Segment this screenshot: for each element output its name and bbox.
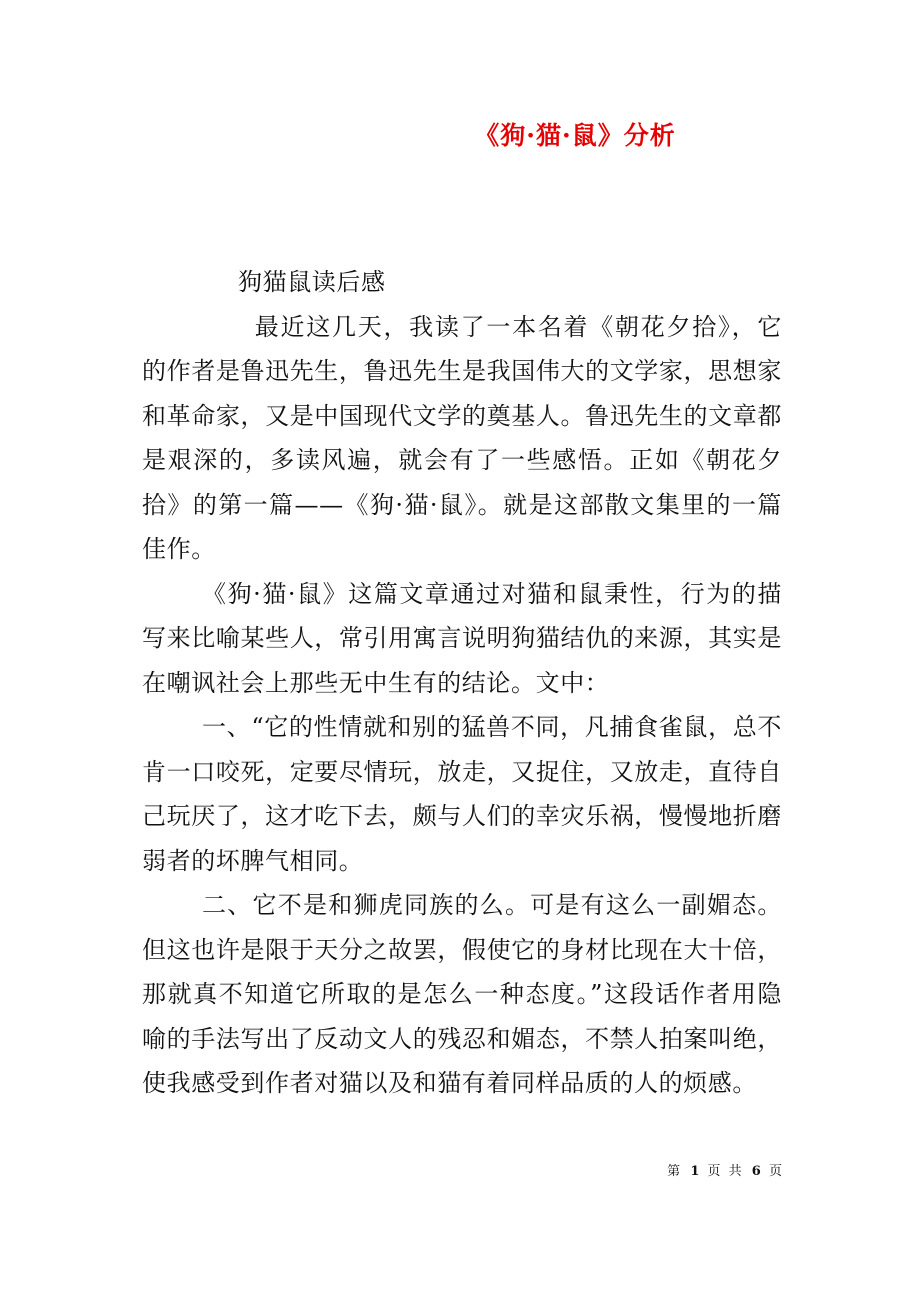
document-title: 《狗·猫·鼠》分析 <box>474 121 676 150</box>
page-footer <box>0 1162 920 1182</box>
footer-middle: 页 共 <box>707 1164 744 1179</box>
paragraph-point-one: 一、“它的性情就和别的猛兽不同，凡捕食雀鼠，总不肯一口咬死，定要尽情玩，放走，又捉住，又放走，直待自己玩厌了，这才吃下去，颇与人们的幸灾乐祸，慢慢地折磨弱者的坏脾气相同。 <box>142 713 782 875</box>
paragraph-point-two: 二、它不是和狮虎同族的么。可是有这么一副媚态。但这也许是限于天分之故罢，假使它的身材比现在大十倍，那就真不知道它所取的是怎么一种态度。”这段话作者用隐喻的手法写出了反动文人的残忍和媚态，不禁人拍案叫绝，使我感受到作者对猫以及和猫有着同样品质的人的烦感。 <box>142 891 782 1097</box>
paragraph-intro: 最近这几天，我读了一本名着《朝花夕拾》，它的作者是鲁迅先生，鲁迅先生是我国伟大的文学家，思想家和革命家，又是中国现代文学的奠基人。鲁迅先生的文章都是艰深的，多读风遍，就会有了一些感悟。正如《朝花夕拾》的第一篇——《狗·猫·鼠》。就是这部散文集里的一篇佳作。 <box>142 312 782 563</box>
current-page-number: 1 <box>690 1164 700 1179</box>
document-subtitle: 狗猫鼠读后感 <box>238 268 386 296</box>
total-pages-number: 6 <box>751 1164 761 1179</box>
paragraph-summary: 《狗·猫·鼠》这篇文章通过对猫和鼠秉性，行为的描写来比喻某些人，常引用寓言说明狗猫结仇的来源，其实是在嘲讽社会上那些无中生有的结论。文中： <box>142 579 782 697</box>
document-body <box>142 260 782 1106</box>
footer-suffix: 页 <box>768 1164 784 1179</box>
footer-prefix: 第 <box>667 1164 683 1179</box>
